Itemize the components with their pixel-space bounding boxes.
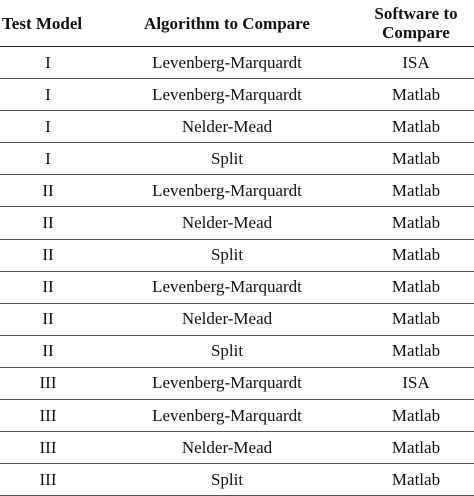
cell-test-model: II xyxy=(0,239,96,271)
cell-test-model: I xyxy=(0,47,96,79)
table-row xyxy=(0,207,474,239)
cell-algorithm: Levenberg-Marquardt xyxy=(96,271,358,303)
cell-test-model: I xyxy=(0,79,96,111)
cell-algorithm: Nelder-Mead xyxy=(96,303,358,335)
cell-algorithm: Split xyxy=(96,335,358,367)
cell-software: Matlab xyxy=(358,239,474,271)
cell-software: Matlab xyxy=(358,335,474,367)
cell-test-model: III xyxy=(0,464,96,496)
cell-algorithm: Split xyxy=(96,239,358,271)
table-row xyxy=(0,271,474,303)
header-software: Software to Compare xyxy=(358,0,474,47)
cell-algorithm: Levenberg-Marquardt xyxy=(96,367,358,399)
cell-software: Matlab xyxy=(358,464,474,496)
cell-software: Matlab xyxy=(358,79,474,111)
cell-test-model: II xyxy=(0,303,96,335)
table-row xyxy=(0,79,474,111)
table-row xyxy=(0,111,474,143)
cell-algorithm: Nelder-Mead xyxy=(96,207,358,239)
cell-test-model: III xyxy=(0,367,96,399)
cell-test-model: II xyxy=(0,335,96,367)
cell-software: Matlab xyxy=(358,271,474,303)
cell-software: Matlab xyxy=(358,207,474,239)
table-row xyxy=(0,367,474,399)
table-row xyxy=(0,464,474,496)
cell-software: ISA xyxy=(358,367,474,399)
cell-algorithm: Split xyxy=(96,464,358,496)
table-header-row xyxy=(0,0,474,47)
table-row xyxy=(0,400,474,432)
header-algorithm: Algorithm to Compare xyxy=(96,0,358,47)
table-row xyxy=(0,335,474,367)
cell-test-model: III xyxy=(0,400,96,432)
cell-algorithm: Levenberg-Marquardt xyxy=(96,47,358,79)
cell-test-model: III xyxy=(0,432,96,464)
table-row xyxy=(0,303,474,335)
table-row xyxy=(0,239,474,271)
cell-software: Matlab xyxy=(358,111,474,143)
cell-algorithm: Nelder-Mead xyxy=(96,432,358,464)
table-row xyxy=(0,143,474,175)
cell-test-model: II xyxy=(0,175,96,207)
cell-algorithm: Levenberg-Marquardt xyxy=(96,175,358,207)
table-row xyxy=(0,47,474,79)
cell-test-model: II xyxy=(0,207,96,239)
table-row xyxy=(0,432,474,464)
cell-test-model: I xyxy=(0,143,96,175)
cell-test-model: I xyxy=(0,111,96,143)
cell-test-model: II xyxy=(0,271,96,303)
cell-software: Matlab xyxy=(358,303,474,335)
cell-software: Matlab xyxy=(358,143,474,175)
table-body xyxy=(0,47,474,496)
cell-software: Matlab xyxy=(358,400,474,432)
cell-software: Matlab xyxy=(358,175,474,207)
table-row xyxy=(0,175,474,207)
cell-algorithm: Levenberg-Marquardt xyxy=(96,400,358,432)
cell-software: Matlab xyxy=(358,432,474,464)
cell-algorithm: Split xyxy=(96,143,358,175)
header-test-model: Test Model xyxy=(0,0,96,47)
cell-software: ISA xyxy=(358,47,474,79)
cell-algorithm: Nelder-Mead xyxy=(96,111,358,143)
cell-algorithm: Levenberg-Marquardt xyxy=(96,79,358,111)
